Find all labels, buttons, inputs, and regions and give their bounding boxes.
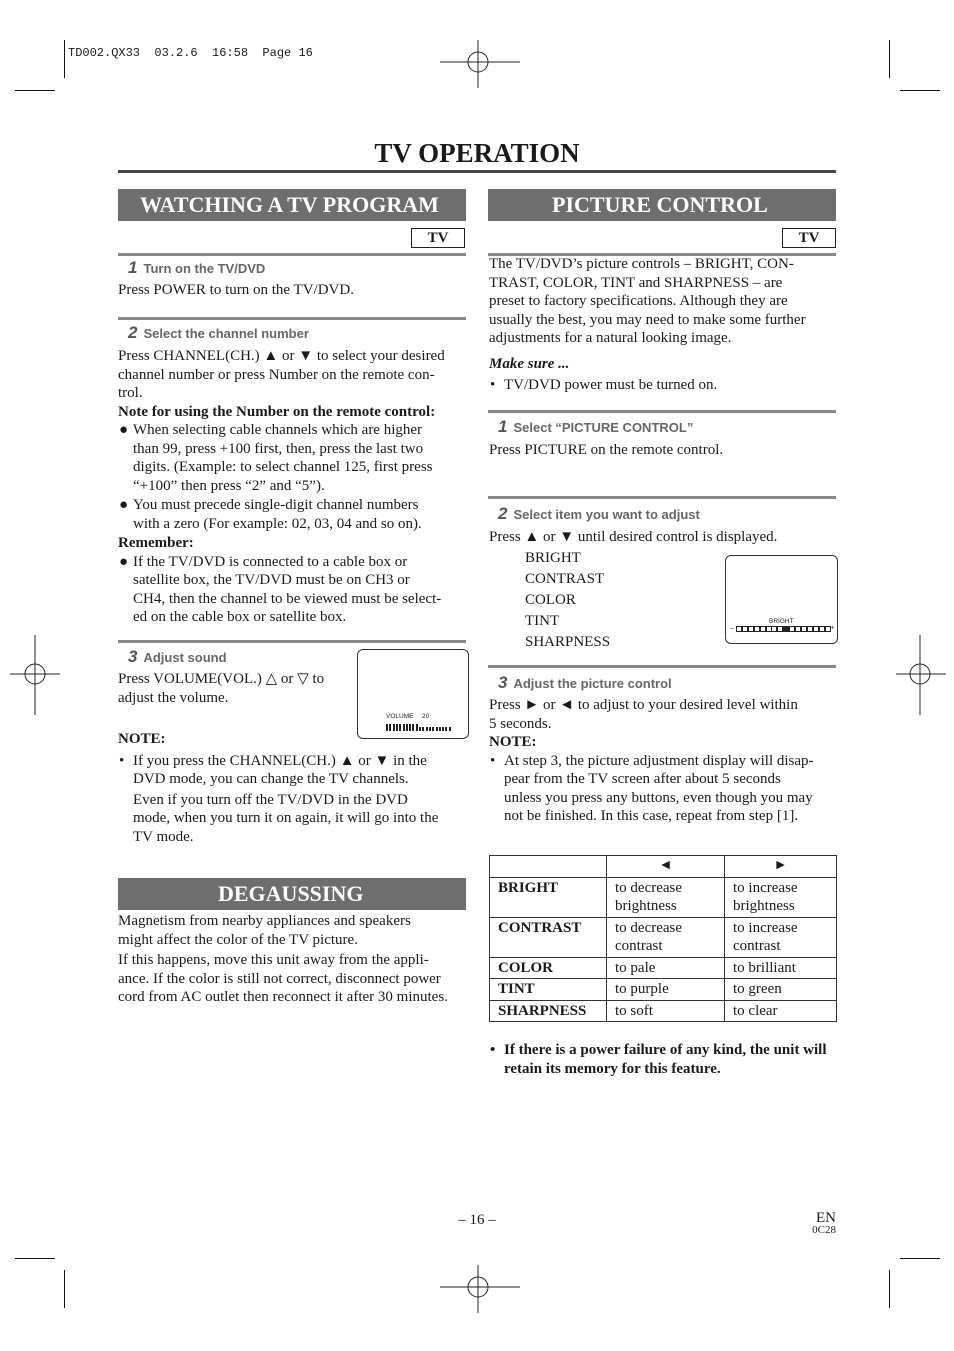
table-cell: TINT [490, 979, 607, 1001]
page-number: – 16 – [458, 1212, 496, 1228]
table-row [490, 979, 837, 1001]
table-cell: to increase contrast [725, 917, 837, 957]
registration-mark-top [440, 40, 520, 88]
picture-control-intro: The TV/DVD’s picture controls – BRIGHT, CON- TRAST, COLOR, TINT and SHARPNESS – are preset to factory specifications. Although they are usually the best, you may need to make some further adjustments for a natural looking image. Make sure ... • TV/DVD power must be turned on. [489, 255, 839, 395]
section-bar-picture-control [488, 189, 836, 221]
list-item: BRIGHT [525, 550, 581, 566]
divider [488, 665, 836, 668]
list-item: TINT [525, 613, 560, 629]
section-bar-watching [118, 189, 466, 221]
table-cell: to green [725, 979, 837, 1001]
language-code: EN [816, 1210, 836, 1226]
bullet: ● You must precede single-digit channel numbers with a zero (For example: 02, 03, 04 and so on). [119, 497, 422, 532]
step1-text-left: Press POWER to turn on the TV/DVD. [118, 282, 354, 298]
bullet: • TV/DVD power must be turned on. [490, 377, 718, 393]
section-title-degaussing: DEGAUSSING [218, 881, 364, 906]
picture-control-table [489, 855, 837, 1022]
degaussing-body: Magnetism from nearby appliances and speakers might affect the color of the TV picture. If this happens, move this unit away from the appli- ance. If the color is still not correct, disconnect power cord from AC outlet then reconnect it after 30 minutes. [118, 913, 448, 1005]
divider [118, 317, 466, 320]
table-cell: CONTRAST [490, 917, 607, 957]
table-cell: SHARPNESS [490, 1000, 607, 1022]
table-row [490, 917, 837, 957]
step1-text-right: Press PICTURE on the remote control. [489, 442, 724, 458]
title-rule [118, 170, 836, 173]
tv-mode-badge-left: TV [411, 228, 465, 248]
table-cell: to soft [607, 1000, 725, 1022]
table-cell: to decrease brightness [607, 877, 725, 917]
registration-mark-bottom [440, 1265, 520, 1313]
table-row [490, 1000, 837, 1022]
table-cell: to increase brightness [725, 877, 837, 917]
bullet: • If you press the CHANNEL(CH.) ▲ or ▼ in the DVD mode, you can change the TV channels. Even if you turn off the TV/DVD in the DVD mode, when you turn it on again, it will go into the TV mode. [119, 752, 439, 845]
table-cell: COLOR [490, 957, 607, 979]
bullet: • At step 3, the picture adjustment display will disap- pear from the TV screen after about 5 seconds unless you press any buttons, even though you may not be finished. In this case, repeat from step [1]. [490, 752, 814, 824]
step2-heading-left: 2 Select the channel number [128, 323, 309, 342]
table-cell: to purple [607, 979, 725, 1001]
picture-level-slider [730, 625, 834, 635]
list-item: CONTRAST [525, 571, 605, 587]
slider-right-arrow: + [830, 623, 835, 632]
table-header-cell [490, 856, 607, 878]
page-title: TV OPERATION [374, 138, 580, 168]
volume-value: 20 [422, 713, 430, 720]
bullet: ● When selecting cable channels which are higher than 99, press +100 first, then, press the last two digits. (Example: to select channel 125, first press “+100” then press “2” and “5”). [119, 422, 433, 494]
table-cell: to brilliant [725, 957, 837, 979]
bullet: ● If the TV/DVD is connected to a cable box or satellite box, the TV/DVD must be on CH3 or CH4, then the channel to be viewed must be select- ed on the cable box or satellite box. [119, 553, 442, 625]
print-header: TD002.QX33 03.2.6 16:58 Page 16 [68, 46, 313, 60]
slider-left-arrow: – [730, 623, 734, 632]
divider [488, 410, 836, 413]
step3-body-left: Press VOLUME(VOL.) △ or ▽ to adjust the volume. [118, 671, 325, 706]
step1-heading-left: 1 Turn on the TV/DVD [128, 258, 266, 277]
registration-mark-left [10, 635, 60, 715]
list-item: COLOR [525, 592, 576, 608]
table-row [490, 957, 837, 979]
picture-screen [725, 555, 838, 644]
table-header-cell: ► [725, 856, 837, 878]
step3-heading-left: 3 Adjust sound [128, 647, 227, 666]
step2-text-right: Press ▲ or ▼ until desired control is displayed. [489, 529, 778, 545]
step3-body-right: Press ► or ◄ to adjust to your desired level within 5 seconds. NOTE: • At step 3, the picture adjustment display will disap- pear from the TV screen after about 5 seconds unless you press any buttons, even though you may not be finished. In this case, repeat from step [1]. [489, 696, 839, 826]
table-cell: to decrease contrast [607, 917, 725, 957]
step3-note-left: NOTE: • If you press the CHANNEL(CH.) ▲ or ▼ in the DVD mode, you can change the TV channels. Even if you turn off the TV/DVD in the DVD mode, when you turn it on again, it will go into the TV mode. [118, 730, 468, 846]
table-header-cell: ◄ [607, 856, 725, 878]
divider [488, 496, 836, 499]
section-bar-degaussing [118, 878, 466, 910]
step2-heading-right: 2 Select item you want to adjust [498, 504, 700, 523]
registration-mark-right [896, 635, 946, 715]
table-cell: to pale [607, 957, 725, 979]
list-item: SHARPNESS [525, 634, 611, 650]
document-code: 0C28 [812, 1224, 836, 1236]
table-row [490, 877, 837, 917]
section-title-picture-control: PICTURE CONTROL [552, 192, 768, 217]
divider [118, 640, 466, 643]
volume-screen [357, 649, 469, 739]
tv-mode-badge-right: TV [782, 228, 836, 248]
bullet: • If there is a power failure of any kind, the unit will retain its memory for this feature. [490, 1042, 827, 1077]
step2-body-left: Press CHANNEL(CH.) ▲ or ▼ to select your desired channel number or press Number on the remote con- trol. Note for using the Number on the remote control: ● When selecting cable channels which are higher than 99, press +100 first, then, press the last two digits. (Example: to select channel 125, first press “+100” then press “2” and “5”). ● You must precede single-digit channel numbers with a zero (For example: 02, 03, 04 and so on). Remember: ● If the TV/DVD is connected to a cable box or satellite box, the TV/DVD must be on CH3 or CH4, then the channel to be viewed must be select- ed on the cable box or satellite box. [118, 347, 470, 627]
control-item-list [525, 548, 610, 653]
picture-screen-label: BRIGHT [769, 618, 794, 625]
table-cell: BRIGHT [490, 877, 607, 917]
section-title-watching: WATCHING A TV PROGRAM [140, 192, 439, 217]
step3-heading-right: 3 Adjust the picture control [498, 673, 672, 692]
volume-label: VOLUME [386, 713, 414, 720]
step1-heading-right: 1 Select “PICTURE CONTROL” [498, 417, 694, 436]
table-cell: to clear [725, 1000, 837, 1022]
table-header-row [490, 856, 837, 878]
power-failure-note [489, 1041, 839, 1078]
divider [118, 253, 466, 256]
